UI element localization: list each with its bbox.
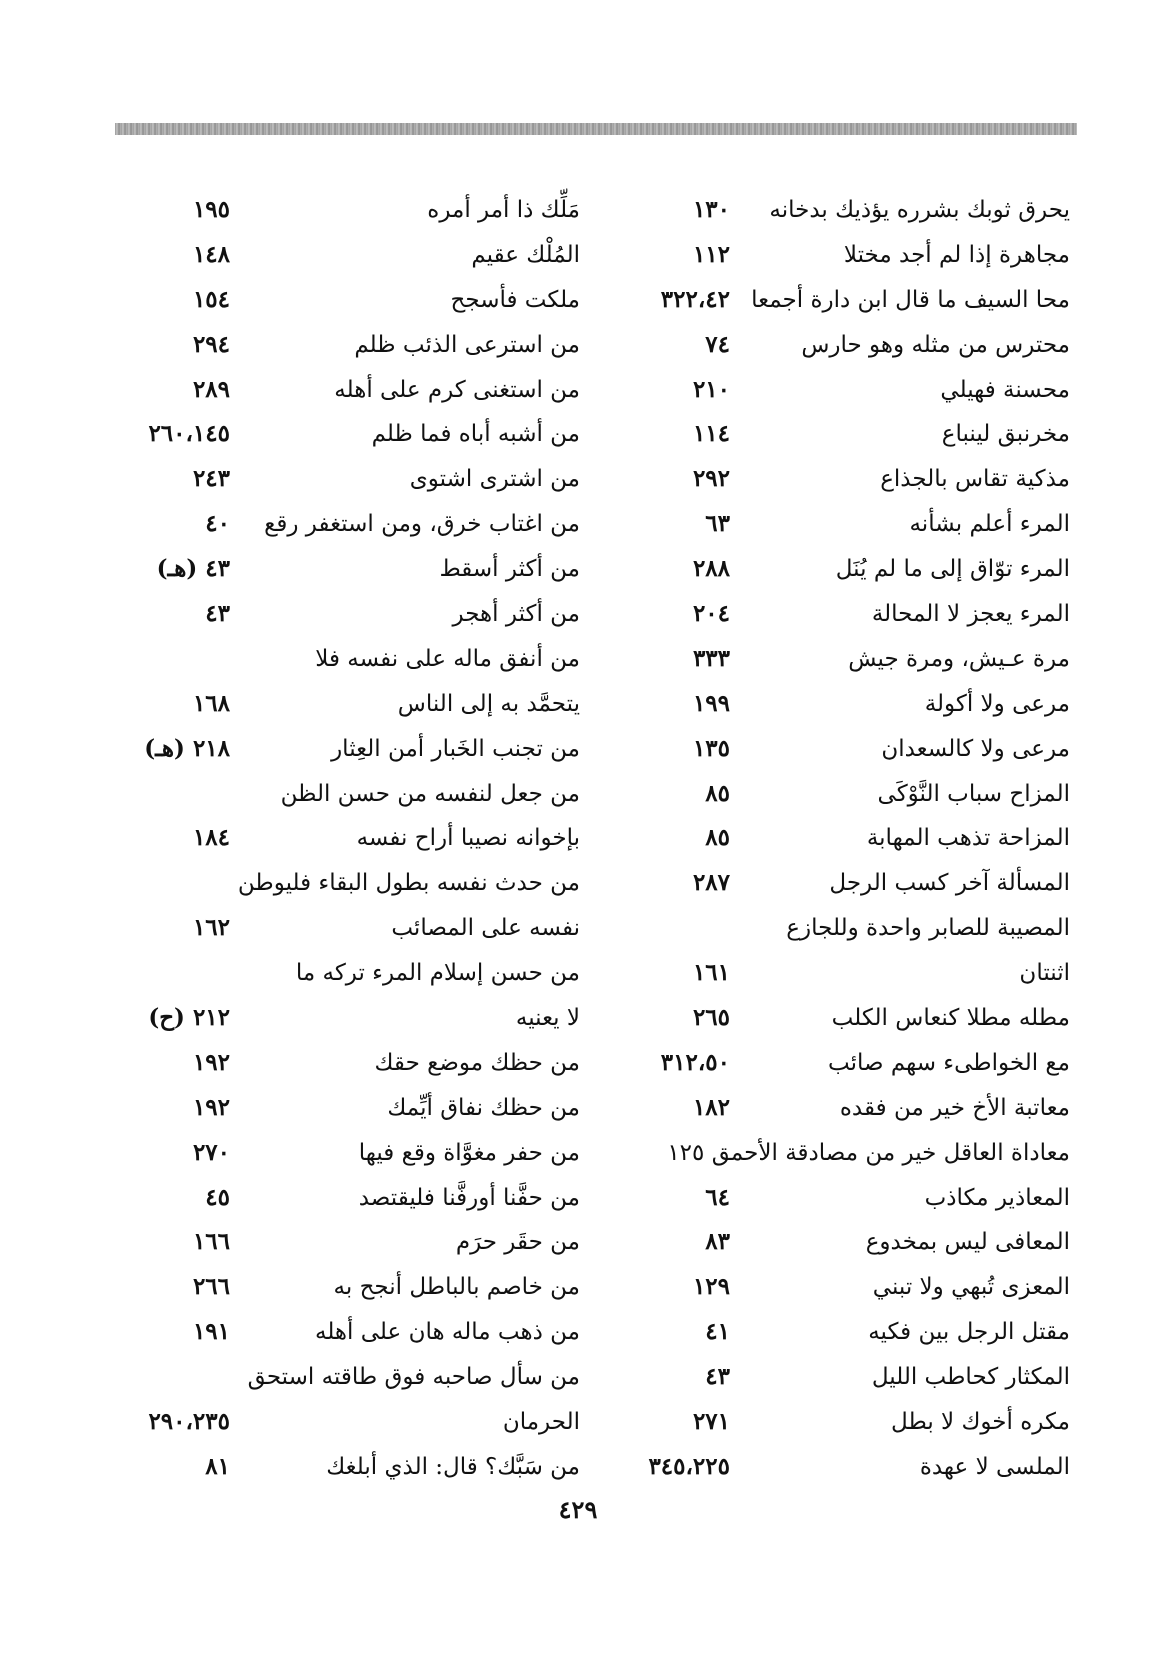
entry-text: من اغتاب خرق، ومن استغفر رقع [264,511,580,538]
entry-page-ref: ١٩٩ [692,689,730,717]
entry-text: مرعى ولا أكولة [924,690,1070,717]
entry-page-ref: ٢٩٢ [692,465,730,493]
entry-page-ref: ٣٤٥،٢٢٥ [648,1452,730,1480]
entry-page-ref: ٢٦٠،١٤٥ [148,420,230,448]
entry-text: من حظك نفاق أيِّمك [387,1094,580,1121]
index-entry [110,1451,580,1496]
entry-text: من اشترى اشتوى [409,466,580,493]
entry-text: من خاصم بالباطل أنجح به [333,1274,580,1301]
entry-page-ref: ٢١٠ [692,375,730,403]
entry-text: من حدث نفسه بطول البقاء فليوطن [237,870,580,897]
entry-page-ref: ٦٤ [705,1183,730,1211]
entry-text: من سَبَّك؟ قال: الذي أبلغك [326,1453,580,1480]
entry-page-ref: ١٦٦ [192,1228,230,1256]
index-entry [110,463,580,508]
index-entry [110,688,580,733]
index-entry [110,733,580,778]
index-entry [600,912,1070,957]
entry-page-ref: ٢٠٤ [692,600,730,628]
index-entry [600,1316,1070,1361]
entry-page-ref: ٤٣ (هـ) [156,555,230,583]
left-column [110,194,580,1496]
index-entry [110,1002,580,1047]
entry-page-ref: ٤١ [705,1318,730,1346]
entry-page-ref: ١٤٨ [192,240,230,268]
index-entry [600,1226,1070,1271]
entry-text: لا يعنيه [515,1005,580,1032]
index-entry [110,329,580,374]
entry-page-ref: ١٨٢ [692,1093,730,1121]
entry-page-ref: ٨٥ [705,779,730,807]
index-entry [110,194,580,239]
entry-text: محترس من مثله وهو حارس [801,331,1070,358]
index-entry [600,822,1070,867]
entry-text: معاتبة الأخ خير من فقده [839,1094,1070,1121]
entry-text: من حفر مغوَّاة وقع فيها [358,1139,580,1166]
index-entry [110,867,580,912]
entry-text: من حظك موضع حقك [374,1049,580,1076]
index-entry [600,284,1070,329]
entry-text: المصيبة للصابر واحدة وللجازع [786,915,1070,942]
entry-page-ref: ٢٤٣ [192,465,230,493]
entry-page-ref: ٢٧٠ [192,1138,230,1166]
entry-text: من أكثر أهجر [452,601,580,628]
index-entry [600,508,1070,553]
entry-text: من حفَّنا أورفَّنا فليقتصد [358,1184,580,1211]
entry-text: من أنفق ماله على نفسه فلا [315,645,580,672]
index-entry [600,239,1070,284]
entry-page-ref: ١٩٢ [192,1093,230,1121]
entry-page-ref: ٢١٨ (هـ) [144,734,230,762]
index-entry [110,912,580,957]
entry-text: مكره أخوك لا بطل [891,1409,1070,1436]
index-entry [600,733,1070,778]
entry-page-ref: ٦٣ [705,510,730,538]
index-entry [110,1406,580,1451]
entry-page-ref: ٢٧١ [692,1408,730,1436]
index-entry [600,1271,1070,1316]
entry-text: المرء أعلم بشأنه [909,511,1070,538]
entry-page-ref: ٣٣٣ [692,644,730,672]
index-entry [600,463,1070,508]
entry-page-ref: ١٣٥ [692,734,730,762]
entry-page-ref: ١٦٨ [192,689,230,717]
index-entry [110,1092,580,1137]
entry-text: الملسى لا عهدة [919,1453,1070,1480]
index-entry [110,1137,580,1182]
entry-page-ref: ٣١٢،٥٠ [660,1048,730,1076]
index-entry [110,822,580,867]
entry-page-ref: ١٥٤ [192,285,230,313]
index-entry [600,957,1070,1002]
entry-text: المكثار كحاطب الليل [871,1364,1070,1391]
index-entry [110,284,580,329]
entry-page-ref: ١٩٥ [192,196,230,223]
entry-page-ref: ٤٠ [205,510,230,538]
entry-text: محا السيف ما قال ابن دارة أجمعا [751,286,1070,313]
entry-page-ref: ١٨٤ [192,824,230,852]
entry-page-ref: ١١٤ [692,420,730,448]
entry-page-ref: ٧٤ [705,330,730,358]
index-entry [110,1316,580,1361]
entry-text: يحرق ثوبك بشرره يؤذيك بدخانه [769,197,1070,223]
entry-page-ref: ٨٣ [705,1228,730,1256]
index-entry [600,1451,1070,1496]
entry-text: مقتل الرجل بين فكيه [868,1319,1070,1346]
index-entry [600,1406,1070,1451]
entry-page-ref: ٨١ [205,1452,230,1480]
index-entry [110,374,580,419]
index-entry [110,508,580,553]
index-entry [600,418,1070,463]
index-entry [600,778,1070,823]
entry-page-ref: ٢٨٩ [192,375,230,403]
entry-text: المعاذير مكاذب [924,1184,1070,1211]
entry-text: من استرعى الذئب ظلم [354,331,580,358]
entry-page-ref: ٨٥ [705,824,730,852]
index-entry [110,418,580,463]
entry-page-ref: ٣٢٢،٤٢ [660,285,730,313]
entry-text: مذكية تقاس بالجذاع [880,466,1070,493]
entry-text: مَلِّك ذا أمر أمره [427,197,580,223]
entry-text: ملكت فأسجح [450,286,580,313]
entry-page-ref: ٤٣ [205,600,230,628]
index-entry [110,957,580,1002]
index-entry [600,598,1070,643]
entry-text: من استغنى كرم على أهله [334,376,580,403]
entry-text: يتحمَّد به إلى الناس [397,690,580,717]
entry-page-ref: ١٦٢ [192,914,230,942]
entry-page-ref: ١٦١ [692,959,730,987]
index-entry [110,1182,580,1227]
entry-text: المعافى ليس بمخدوع [865,1229,1070,1256]
entry-text: من أشبه أباه فما ظلم [371,421,580,448]
index-entry [600,688,1070,733]
entry-text: الحرمان [502,1409,580,1436]
entry-page-ref: ١٩٢ [192,1048,230,1076]
entry-text: مرعى ولا كالسعدان [881,735,1070,762]
entry-text: المرء توّاق إلى ما لم يُنَل [835,556,1070,583]
entry-text: نفسه على المصائب [391,915,580,942]
entry-page-ref: ٤٣ [705,1363,730,1391]
index-entry [600,374,1070,419]
index-entry [110,778,580,823]
entry-text: مع الخواطىء سهم صائب [827,1049,1070,1076]
entry-page-ref: ٢٨٨ [692,555,730,583]
entry-page-ref: ٢٩٤ [192,330,230,358]
entry-text: من حسن إسلام المرء تركه ما [295,960,580,987]
index-entry [110,1226,580,1271]
entry-text: معاداة العاقل خير من مصادقة الأحمق ١٢٥ [667,1139,1070,1166]
index-entry [110,239,580,284]
entry-page-ref: ١٢٩ [692,1273,730,1301]
entry-page-ref: ١٩١ [192,1318,230,1346]
entry-page-ref: ١٣٠ [692,196,730,223]
entry-page-ref: ٢٦٥ [692,1004,730,1032]
index-entry [600,1182,1070,1227]
entry-text: مجاهرة إذا لم أجد مختلا [843,241,1070,268]
right-column [600,194,1070,1496]
entry-text: مطله مطلا كنعاس الكلب [831,1005,1070,1032]
entry-text: المزاح سباب النَّوْكَى [877,780,1070,807]
index-entry [600,1137,1070,1182]
index-entry [600,1361,1070,1406]
header-rule [115,123,1077,135]
entry-text: بإخوانه نصيبا أراح نفسه [356,825,580,852]
entry-text: محسنة فهيلي [940,376,1070,403]
entry-text: مرة عـيش، ومرة جيش [848,645,1070,672]
index-entry [110,1271,580,1316]
entry-page-ref: ٤٥ [205,1183,230,1211]
entry-text: المسألة آخر كسب الرجل [829,870,1070,897]
index-entry [110,643,580,688]
entry-page-ref: ٢٦٦ [192,1273,230,1301]
entry-page-ref: ٢٨٧ [692,869,730,897]
index-entry [600,553,1070,598]
entry-text: من جعل لنفسه من حسن الظن [280,780,580,807]
index-entry [600,867,1070,912]
entry-text: المزاحة تذهب المهابة [866,825,1070,852]
entry-text: المرء يعجز لا المحالة [871,601,1070,628]
index-entry [110,598,580,643]
index-entry [600,643,1070,688]
entry-page-ref: ١١٢ [692,240,730,268]
index-entry [600,1047,1070,1092]
entry-page-ref: ٢٩٠،٢٣٥ [148,1408,230,1436]
entry-text: من حقَر حرَم [455,1229,580,1256]
entry-text: مخرنبق لينباع [941,421,1070,448]
page-number: ٤٢٩ [558,1495,598,1524]
entry-text: من سأل صاحبه فوق طاقته استحق [247,1364,580,1391]
index-entry [600,329,1070,374]
index-entry [600,1002,1070,1047]
entry-text: المعزى تُبهي ولا تبني [872,1274,1070,1301]
entry-text: من تجنب الخَبار أمن العِثار [331,735,580,762]
entry-page-ref: ٢١٢ (ح) [148,1004,230,1032]
index-entry [600,1092,1070,1137]
entry-text: اثنتان [1019,960,1070,987]
entry-text: المُلْك عقيم [471,241,580,268]
entry-text: من ذهب ماله هان على أهله [314,1319,580,1346]
index-entry [110,1361,580,1406]
index-entry [110,1047,580,1092]
entry-text: من أكثر أسقط [439,556,580,583]
index-entry [110,553,580,598]
index-entry [600,194,1070,239]
